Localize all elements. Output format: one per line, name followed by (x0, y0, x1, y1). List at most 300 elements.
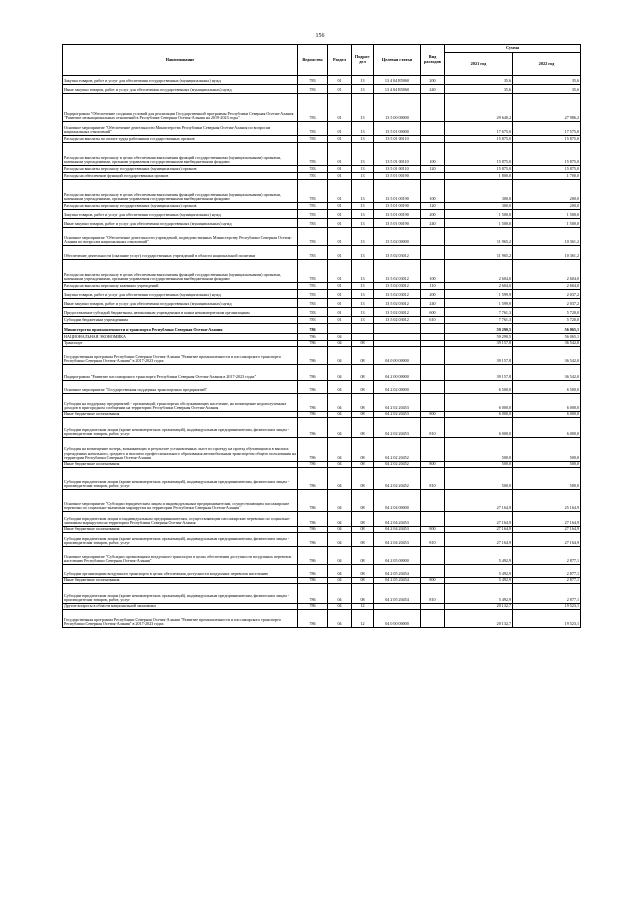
row-amount-2021: 6 500,0 (445, 381, 513, 394)
row-section: 01 (328, 283, 352, 290)
row-amount-2022: 5 720,0 (513, 308, 581, 317)
row-subsection: 08 (352, 547, 374, 565)
row-section: 01 (328, 290, 352, 299)
row-dept: 786 (298, 324, 328, 334)
row-type (421, 246, 445, 260)
row-section: 01 (328, 299, 352, 308)
row-target: 13 5 01 00190 (374, 180, 421, 203)
row-target: 13 5 02 03012 (374, 290, 421, 299)
row-target: 13 5 01 00190 (374, 173, 421, 180)
row-section: 04 (328, 578, 352, 584)
row-name: Расходы на выплаты персоналу государственных (муниципальных) органов (63, 166, 298, 173)
row-target: 13 5 01 00000 (374, 122, 421, 136)
row-type (421, 381, 445, 394)
table-row (63, 246, 581, 260)
row-section: 04 (328, 381, 352, 394)
row-amount-2021: 17 675,0 (445, 122, 513, 136)
row-dept: 786 (298, 604, 328, 610)
row-dept: 783 (298, 228, 328, 246)
row-dept: 786 (298, 468, 328, 490)
row-section: 01 (328, 210, 352, 219)
row-amount-2022: 27 164,9 (513, 512, 581, 527)
row-dept: 786 (298, 365, 328, 381)
row-dept: 783 (298, 290, 328, 299)
row-subsection: 08 (352, 512, 374, 527)
row-amount-2022: 2 877,1 (513, 578, 581, 584)
row-type: 120 (421, 166, 445, 173)
row-type: 100 (421, 260, 445, 283)
row-target: 13 5 01 00110 (374, 143, 421, 166)
row-target: 13 5 02 03012 (374, 246, 421, 260)
row-target: 13 5 01 00190 (374, 219, 421, 228)
row-dept: 786 (298, 565, 328, 578)
row-name: Основное мероприятие "Государственная поддержка транспортных предприятий" (63, 381, 298, 394)
row-amount-2022: 1 700,0 (513, 173, 581, 180)
table-row (63, 173, 581, 180)
row-name: Иные бюджетные ассигнования (63, 578, 298, 584)
row-name: Расходы на выплаты персоналу в целях обеспечения выполнения функций государственными (муниципальными) органами, казенными учреждениями, органами управления государственными внебюджетными фондами (63, 180, 298, 203)
row-section: 01 (328, 94, 352, 122)
row-dept: 786 (298, 610, 328, 628)
row-type: 200 (421, 290, 445, 299)
row-type: 200 (421, 76, 445, 85)
row-subsection: 08 (352, 527, 374, 533)
row-target: 04 0 00 00000 (374, 347, 421, 365)
header-year-2022: 2022 год (513, 53, 581, 76)
header-target: Целевая статья (374, 45, 421, 76)
row-subsection: 12 (352, 604, 374, 610)
table-row (63, 228, 581, 246)
row-name: Подпрограмма "Развитие пассажирского транспорта Республики Северная Осетия-Алания в 2017-2023 годах" (63, 365, 298, 381)
row-name: Государственная программа Республики Северная Осетия-Алания "Развитие промышленности и пассажирского транспорта Республики Северная Осетия-Алания" в 2017-2023 годах (63, 347, 298, 365)
row-section: 04 (328, 394, 352, 412)
table-row (63, 299, 581, 308)
row-subsection: 08 (352, 565, 374, 578)
row-section: 04 (328, 365, 352, 381)
row-section: 04 (328, 418, 352, 438)
row-amount-2022: 1 500,0 (513, 210, 581, 219)
row-subsection: 13 (352, 228, 374, 246)
row-section: 01 (328, 122, 352, 136)
row-amount-2021: 1 800,0 (445, 173, 513, 180)
row-amount-2022: 25 164,9 (513, 490, 581, 512)
row-section: 04 (328, 438, 352, 462)
row-dept: 783 (298, 122, 328, 136)
row-amount-2022: 56 065,1 (513, 324, 581, 334)
row-dept: 783 (298, 210, 328, 219)
row-amount-2022: 2 604,0 (513, 260, 581, 283)
table-row (63, 324, 581, 334)
table-row (63, 610, 581, 628)
row-dept: 786 (298, 547, 328, 565)
table-row (63, 283, 581, 290)
row-subsection: 13 (352, 166, 374, 173)
header-dept: Ведомство (298, 45, 328, 76)
row-amount-2021: 27 164,9 (445, 527, 513, 533)
row-dept: 786 (298, 381, 328, 394)
row-amount-2021: 2 604,0 (445, 283, 513, 290)
table-row (63, 584, 581, 604)
row-amount-2022: 35,6 (513, 85, 581, 94)
row-amount-2022: 27 986,2 (513, 94, 581, 122)
row-dept: 783 (298, 173, 328, 180)
table-row (63, 219, 581, 228)
row-type (421, 173, 445, 180)
row-section: 04 (328, 468, 352, 490)
header-year-2021: 2021 год (445, 53, 513, 76)
header-type: Вид расходов (421, 45, 445, 76)
table-row (63, 122, 581, 136)
table-row (63, 438, 581, 462)
row-amount-2022: 17 575,0 (513, 122, 581, 136)
row-amount-2022: 500,0 (513, 438, 581, 462)
row-amount-2021: 1 599,9 (445, 290, 513, 299)
row-section: 04 (328, 604, 352, 610)
row-amount-2021: 39 157,8 (445, 347, 513, 365)
row-amount-2021: 500,0 (445, 438, 513, 462)
header-name: Наименование (63, 45, 298, 76)
row-subsection: 13 (352, 85, 374, 94)
row-type: 240 (421, 219, 445, 228)
row-target: 04 2 05 20454 (374, 565, 421, 578)
row-amount-2021: 35,6 (445, 76, 513, 85)
table-row (63, 180, 581, 203)
table-row (63, 166, 581, 173)
row-target: 04 2 04 00000 (374, 490, 421, 512)
row-amount-2022: 27 164,9 (513, 533, 581, 547)
row-amount-2022: 500,0 (513, 468, 581, 490)
row-amount-2022: 6 000,0 (513, 418, 581, 438)
row-amount-2021: 500,0 (445, 462, 513, 468)
table-row (63, 290, 581, 299)
row-amount-2021: 500,0 (445, 468, 513, 490)
row-dept: 783 (298, 308, 328, 317)
row-subsection: 13 (352, 143, 374, 166)
row-section: 04 (328, 565, 352, 578)
row-type: 810 (421, 418, 445, 438)
row-type: 610 (421, 317, 445, 324)
table-row (63, 317, 581, 324)
row-name: Субсидии бюджетным учреждениям (63, 317, 298, 324)
row-name: Иные бюджетные ассигнования (63, 527, 298, 533)
row-target: 04 2 04 20453 (374, 527, 421, 533)
row-name: Расходы на выплаты персоналу казенных учреждений (63, 283, 298, 290)
row-dept: 783 (298, 136, 328, 143)
row-amount-2021: 5 492,9 (445, 584, 513, 604)
row-type: 800 (421, 527, 445, 533)
row-subsection: 12 (352, 610, 374, 628)
table-row (63, 94, 581, 122)
row-amount-2021: 6 000,0 (445, 418, 513, 438)
row-target: 13 5 02 03012 (374, 317, 421, 324)
row-dept: 783 (298, 180, 328, 203)
row-subsection: 13 (352, 260, 374, 283)
row-dept: 783 (298, 94, 328, 122)
row-section: 01 (328, 136, 352, 143)
row-amount-2022: 10 361,2 (513, 228, 581, 246)
row-name: Основное мероприятие "Субсидии юридическим лицам и индивидуальным предпринимателям, осуществляющим пассажирские перевозки по социально-значимым маршрутам на территории Республики Северная Осетия-Алания" (63, 490, 298, 512)
row-type (421, 394, 445, 412)
row-amount-2021: 35,6 (445, 85, 513, 94)
row-amount-2022: 27 164,9 (513, 527, 581, 533)
row-amount-2022: 2 877,1 (513, 565, 581, 578)
row-amount-2021: 11 965,2 (445, 246, 513, 260)
row-section (328, 324, 352, 334)
row-dept: 783 (298, 219, 328, 228)
row-section: 04 (328, 533, 352, 547)
row-name: Иные закупки товаров, работ и услуг для обеспечения государственных (муниципальных) нужд (63, 219, 298, 228)
row-type (421, 334, 445, 341)
row-type: 110 (421, 283, 445, 290)
row-target: 04 2 02 20452 (374, 468, 421, 490)
row-name: Расходы на обеспечение функций государственных органов (63, 173, 298, 180)
row-subsection: 13 (352, 76, 374, 85)
row-name: Субсидии юридическим лицам и индивидуальным предпринимателям, осуществляющим пассажирские перевозки по социально-значимым маршрутам на территории Республики Северная Осетия-Алания (63, 512, 298, 527)
row-name: Государственная программа Республики Северная Осетия-Алания "Развитие промышленности и пассажирского транспорта Республики Северная Осетия-Алания" в 2017-2023 годах (63, 610, 298, 628)
table-row (63, 365, 581, 381)
row-dept: 786 (298, 418, 328, 438)
row-name: НАЦИОНАЛЬНАЯ ЭКОНОМИКА (63, 334, 298, 341)
row-type (421, 490, 445, 512)
row-amount-2022: 15 875,0 (513, 143, 581, 166)
row-target: 04 2 00 00000 (374, 365, 421, 381)
row-amount-2021: 27 164,9 (445, 533, 513, 547)
row-dept: 786 (298, 334, 328, 341)
table-row (63, 490, 581, 512)
row-subsection: 13 (352, 290, 374, 299)
row-amount-2022: 6 500,0 (513, 381, 581, 394)
header-sum: Сумма (445, 45, 581, 53)
row-dept: 786 (298, 578, 328, 584)
row-target: 13 4 04 R5060 (374, 76, 421, 85)
row-name: Другие вопросы в области национальной экономики (63, 604, 298, 610)
row-section: 01 (328, 219, 352, 228)
row-name: Расходы на выплаты персоналу государственных (муниципальных) органов (63, 203, 298, 210)
row-target: 13 5 01 00190 (374, 203, 421, 210)
row-dept: 786 (298, 347, 328, 365)
row-type: 240 (421, 299, 445, 308)
row-type: 100 (421, 143, 445, 166)
row-type: 800 (421, 578, 445, 584)
row-amount-2021: 1 599,9 (445, 299, 513, 308)
row-type (421, 565, 445, 578)
row-subsection: 13 (352, 203, 374, 210)
row-dept: 786 (298, 533, 328, 547)
row-section: 01 (328, 308, 352, 317)
row-section: 01 (328, 317, 352, 324)
row-section: 04 (328, 462, 352, 468)
header-subsection: Подраз-дел (352, 45, 374, 76)
row-target: 13 4 04 R5060 (374, 85, 421, 94)
row-amount-2021: 300,0 (445, 203, 513, 210)
row-name: Субсидии юридическим лицам (кроме некоммерческих организаций), индивидуальным предпринимателям, физическим лицам - производителям товаров, работ, услуг (63, 418, 298, 438)
row-subsection: 08 (352, 381, 374, 394)
row-dept: 783 (298, 317, 328, 324)
row-dept: 786 (298, 584, 328, 604)
row-target: 04 2 04 20453 (374, 512, 421, 527)
row-type (421, 94, 445, 122)
row-name: Иные закупки товаров, работ и услуг для обеспечения государственных (муниципальных) нужд (63, 299, 298, 308)
row-target: 04 2 05 20454 (374, 584, 421, 604)
row-amount-2021: 7 761,3 (445, 317, 513, 324)
row-amount-2021: 39 157,8 (445, 341, 513, 347)
row-amount-2021: 6 000,0 (445, 412, 513, 418)
row-type (421, 365, 445, 381)
row-section: 01 (328, 76, 352, 85)
row-target: 04 2 02 20453 (374, 394, 421, 412)
row-section: 01 (328, 166, 352, 173)
row-amount-2022: 6 000,0 (513, 394, 581, 412)
row-type (421, 610, 445, 628)
row-subsection: 13 (352, 94, 374, 122)
row-type: 810 (421, 584, 445, 604)
row-subsection: 08 (352, 462, 374, 468)
row-target: 04 2 02 20453 (374, 412, 421, 418)
page-number: 156 (315, 33, 325, 39)
row-amount-2021: 59 290,5 (445, 334, 513, 341)
row-type: 120 (421, 203, 445, 210)
row-dept: 786 (298, 438, 328, 462)
row-dept: 786 (298, 490, 328, 512)
row-amount-2021: 20 132,7 (445, 604, 513, 610)
row-name: Закупка товаров, работ и услуг для обеспечения государственных (муниципальных) нужд (63, 290, 298, 299)
table-row (63, 394, 581, 412)
row-name: Расходы на выплаты персоналу в целях обеспечения выполнения функций государственными (муниципальными) органами, казенными учреждениями, органами управления государственными внебюджетными фондами (63, 260, 298, 283)
row-subsection: 08 (352, 418, 374, 438)
row-dept: 783 (298, 246, 328, 260)
row-type: 800 (421, 412, 445, 418)
row-target: 13 5 01 00110 (374, 136, 421, 143)
row-name: Иные бюджетные ассигнования (63, 462, 298, 468)
row-name: Расходы на выплаты персоналу в целях обеспечения выполнения функций государственными (муниципальными) органами, казенными учреждениями, органами управления государственными внебюджетными фондами (63, 143, 298, 166)
row-section: 04 (328, 512, 352, 527)
row-subsection: 08 (352, 578, 374, 584)
row-target: 13 5 02 03012 (374, 308, 421, 317)
row-name: Закупка товаров, работ и услуг для обеспечения государственных (муниципальных) нужд (63, 76, 298, 85)
row-dept: 786 (298, 527, 328, 533)
row-dept: 783 (298, 283, 328, 290)
row-subsection: 13 (352, 283, 374, 290)
row-amount-2022: 2 037,2 (513, 290, 581, 299)
row-dept: 783 (298, 260, 328, 283)
row-type (421, 347, 445, 365)
row-amount-2022: 36 542,0 (513, 341, 581, 347)
row-amount-2022: 2 877,1 (513, 584, 581, 604)
row-amount-2021: 2 604,0 (445, 260, 513, 283)
table-row (63, 468, 581, 490)
table-row (63, 533, 581, 547)
row-amount-2021: 29 640,2 (445, 94, 513, 122)
table-body (63, 76, 581, 628)
row-subsection: 08 (352, 468, 374, 490)
row-amount-2021: 5 492,9 (445, 578, 513, 584)
row-amount-2022: 2 877,1 (513, 547, 581, 565)
row-subsection: 13 (352, 136, 374, 143)
row-subsection: 13 (352, 173, 374, 180)
row-section: 01 (328, 246, 352, 260)
row-amount-2022: 19 523,1 (513, 610, 581, 628)
row-amount-2021: 20 132,7 (445, 610, 513, 628)
table-row (63, 143, 581, 166)
table-row (63, 381, 581, 394)
table-row (63, 565, 581, 578)
row-dept: 783 (298, 203, 328, 210)
row-target: 13 5 02 00000 (374, 228, 421, 246)
row-section: 01 (328, 260, 352, 283)
row-subsection: 13 (352, 180, 374, 203)
row-dept: 786 (298, 462, 328, 468)
table-row (63, 418, 581, 438)
row-amount-2022: 2 037,2 (513, 299, 581, 308)
row-subsection: 13 (352, 308, 374, 317)
table-row (63, 512, 581, 527)
row-amount-2021: 15 875,0 (445, 136, 513, 143)
row-target: 13 5 02 03012 (374, 299, 421, 308)
row-section: 04 (328, 412, 352, 418)
row-type: 800 (421, 462, 445, 468)
row-subsection: 08 (352, 341, 374, 347)
row-dept: 786 (298, 512, 328, 527)
row-target: 04 2 02 20453 (374, 418, 421, 438)
row-dept: 786 (298, 341, 328, 347)
row-subsection: 08 (352, 412, 374, 418)
row-amount-2021: 59 290,5 (445, 324, 513, 334)
row-name: Подпрограмма "Обеспечение создания условий для реализации Государственной программы Республики Северная Осетия-Алания "Развитие межнациональных отношений в Республике Северная Осетия-Алания на 2019-2023 годы" (63, 94, 298, 122)
row-subsection: 13 (352, 122, 374, 136)
row-name: Предоставление субсидий бюджетным, автономным учреждениям и иным некоммерческим организациям (63, 308, 298, 317)
row-type (421, 122, 445, 136)
row-name: Обеспечение деятельности (оказание услуг) государственных учреждений в области национальной политики (63, 246, 298, 260)
row-amount-2022: 15 875,0 (513, 136, 581, 143)
header-section: Раздел (328, 45, 352, 76)
row-dept: 783 (298, 299, 328, 308)
row-subsection: 08 (352, 584, 374, 604)
row-amount-2021: 27 164,9 (445, 512, 513, 527)
table-row (63, 76, 581, 85)
row-name: Субсидии юридическим лицам (кроме некоммерческих организаций), индивидуальным предпринимателям, физическим лицам - производителям товаров, работ, услуг (63, 533, 298, 547)
row-amount-2022: 200,0 (513, 203, 581, 210)
row-type (421, 512, 445, 527)
row-subsection: 08 (352, 438, 374, 462)
row-section: 01 (328, 173, 352, 180)
row-amount-2022: 19 523,1 (513, 604, 581, 610)
row-amount-2022: 2 604,0 (513, 283, 581, 290)
row-target: 04 2 04 20453 (374, 533, 421, 547)
row-name: Субсидия на поддержку предприятий - организаций, транспортно обслуживающих население, на возмещение недополученных доходов в пригородном сообщении на территории Республики Северная Осетия-Алания (63, 394, 298, 412)
row-amount-2021: 7 761,3 (445, 308, 513, 317)
table-row (63, 308, 581, 317)
table-row (63, 85, 581, 94)
row-name: Субсидии юридическим лицам (кроме некоммерческих организаций), индивидуальным предпринимателям, физическим лицам - производителям товаров, работ, услуг (63, 468, 298, 490)
row-section: 04 (328, 341, 352, 347)
row-section: 01 (328, 203, 352, 210)
row-name: Основное мероприятие "Обеспечение деятельности Министерства Республики Северная Осетия-Алания по вопросам национальных отношений" (63, 122, 298, 136)
row-amount-2021: 39 157,8 (445, 365, 513, 381)
row-subsection: 13 (352, 246, 374, 260)
row-subsection (352, 324, 374, 334)
row-target: 04 2 02 20452 (374, 462, 421, 468)
row-amount-2021: 15 875,0 (445, 166, 513, 173)
row-amount-2022: 36 542,0 (513, 347, 581, 365)
row-target (374, 334, 421, 341)
row-name: Транспорт (63, 341, 298, 347)
row-subsection: 08 (352, 394, 374, 412)
row-target: 13 5 02 03012 (374, 260, 421, 283)
row-name: Иные бюджетные ассигнования (63, 412, 298, 418)
row-amount-2022: 6 000,0 (513, 412, 581, 418)
row-subsection: 08 (352, 533, 374, 547)
row-type: 100 (421, 180, 445, 203)
